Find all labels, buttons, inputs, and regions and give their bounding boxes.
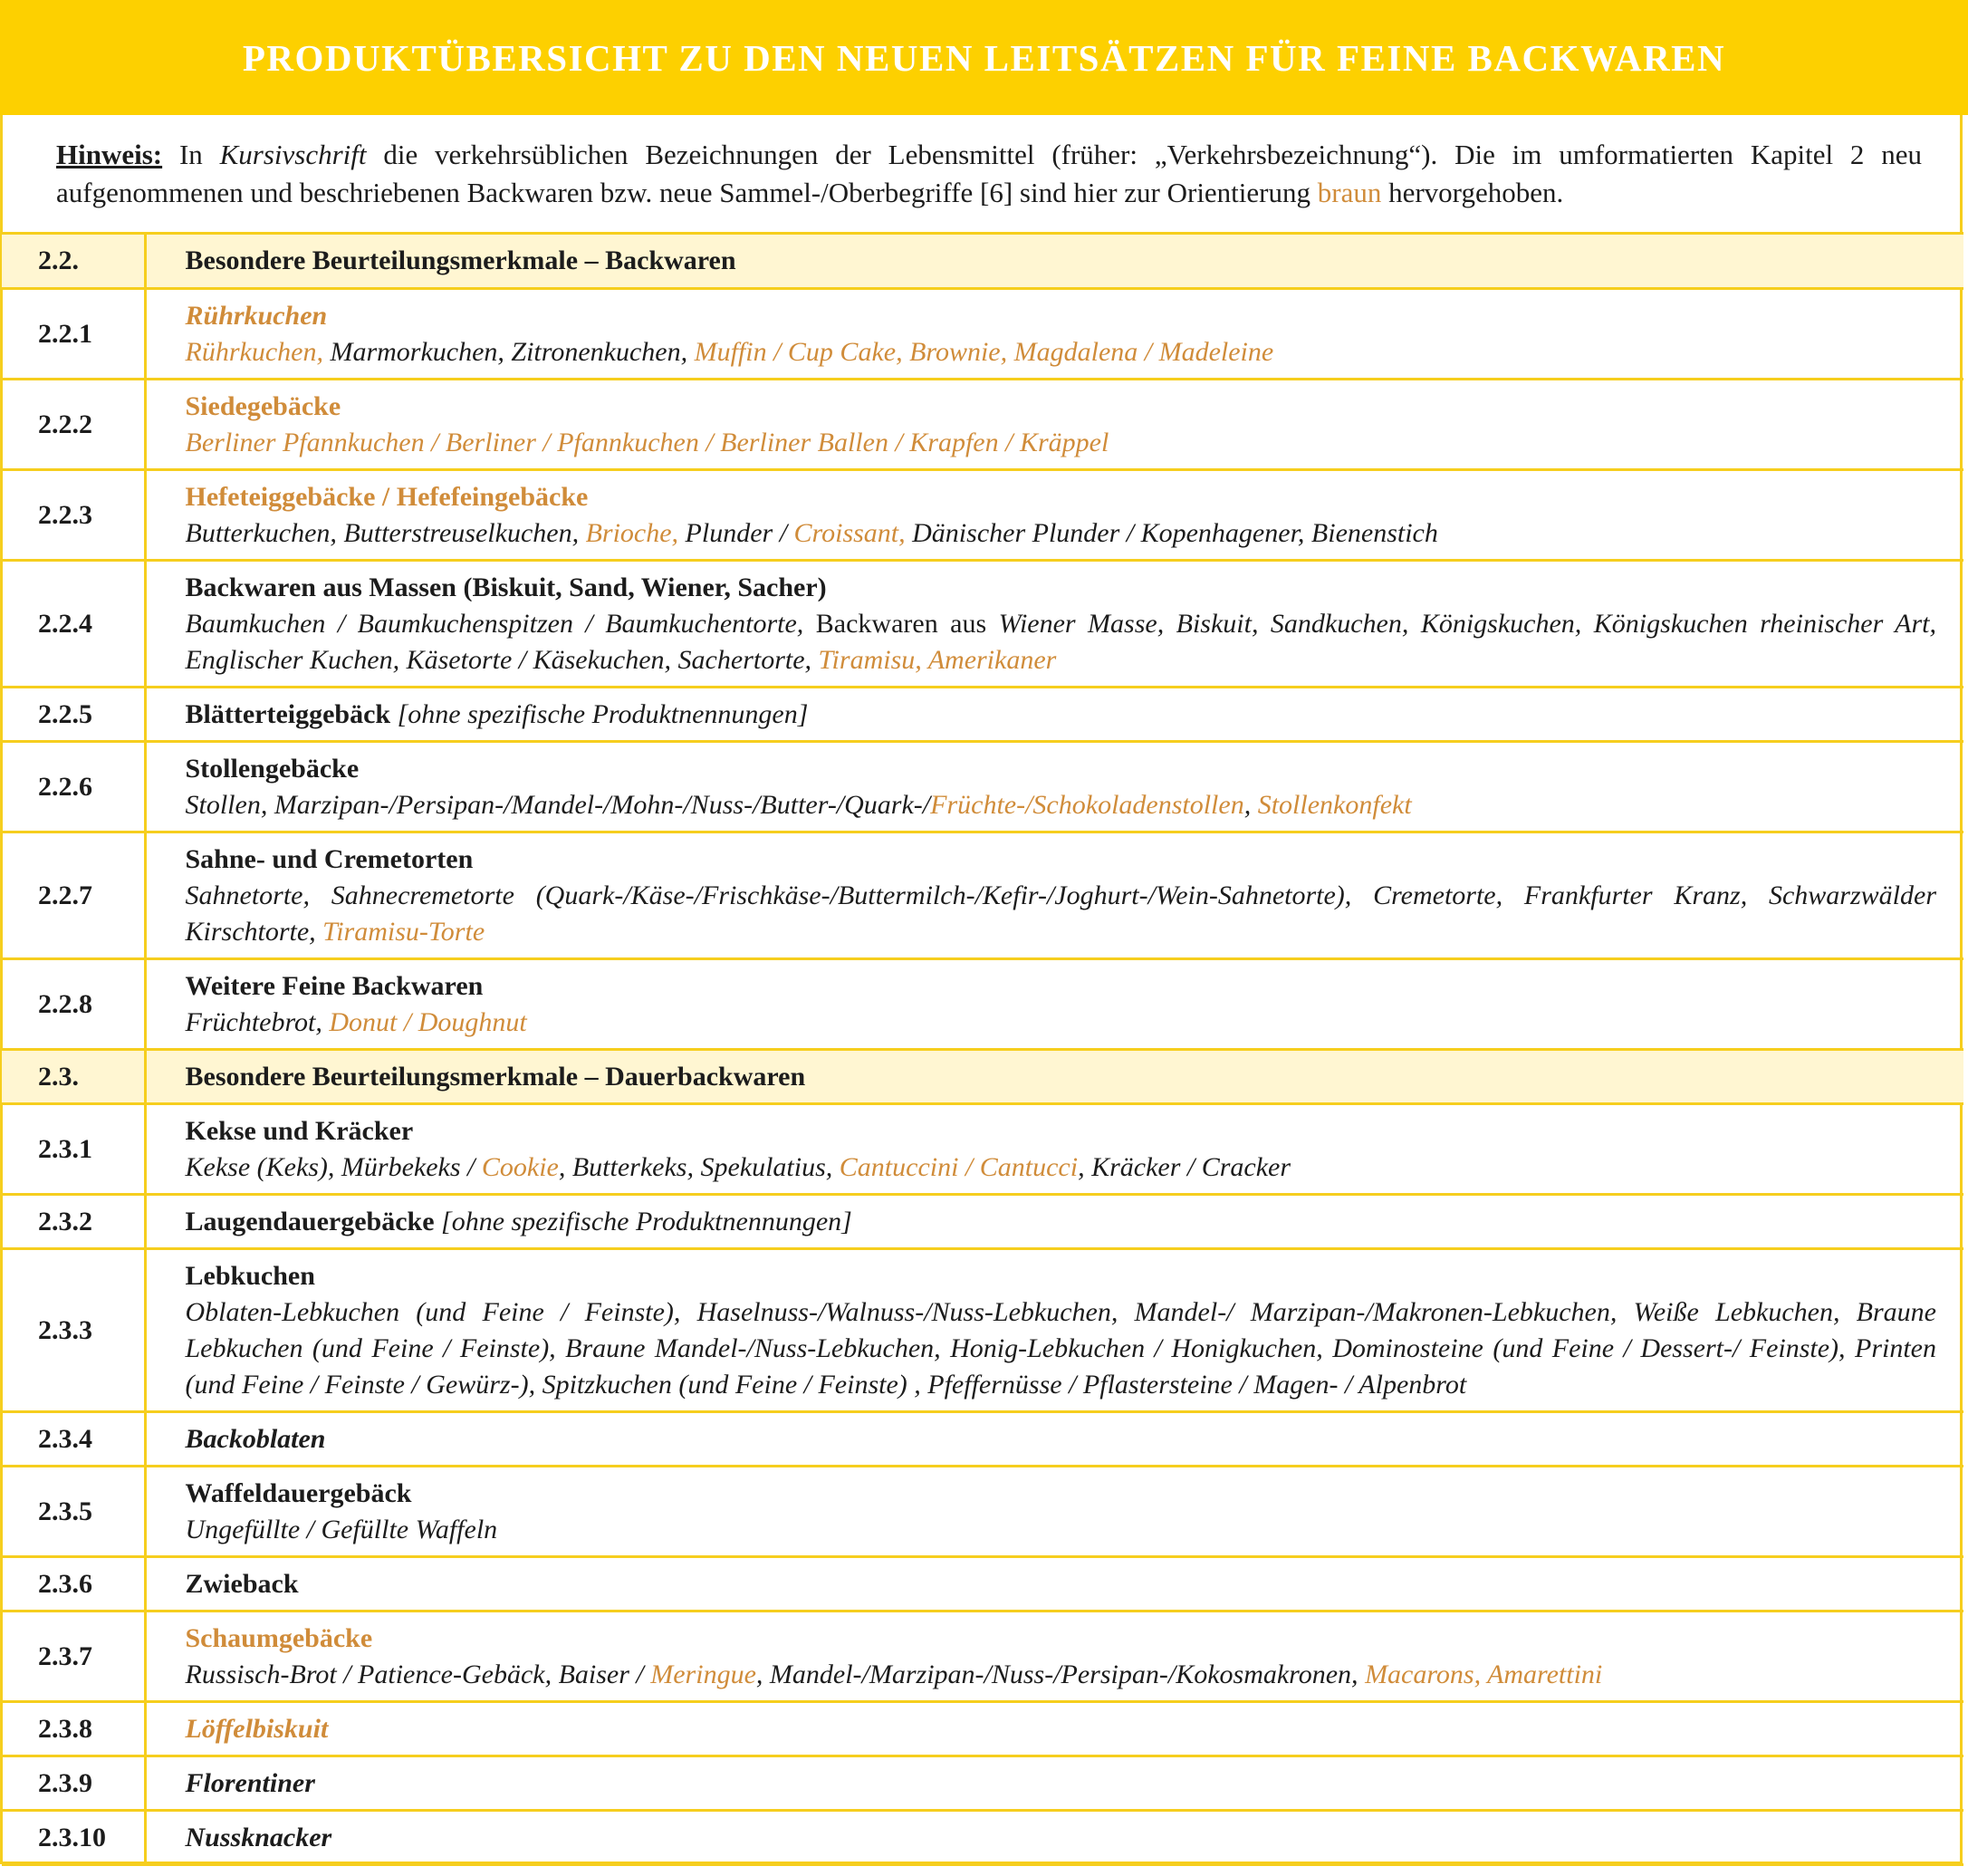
product-text: Croissant, xyxy=(793,517,906,548)
product-text: Rührkuchen, xyxy=(185,336,323,367)
row-content xyxy=(145,380,1963,470)
row-heading: Backoblaten xyxy=(185,1423,326,1454)
row-content xyxy=(145,1811,1963,1865)
product-table xyxy=(2,232,1963,1866)
product-text: , Kräcker / Cracker xyxy=(1078,1151,1291,1182)
product-text: Backwaren aus xyxy=(815,608,987,639)
product-text: Tiramisu, Amerikaner xyxy=(818,644,1057,675)
product-text: Dänischer Plunder / Kopenhagener, Bienenstich xyxy=(912,517,1438,548)
page-title: PRODUKTÜBERSICHT ZU DEN NEUEN LEITSÄTZEN FÜR FEINE BACKWAREN xyxy=(242,36,1726,79)
row-content xyxy=(145,1249,1963,1412)
note-label: Hinweis: xyxy=(56,139,163,170)
table-row xyxy=(2,1412,1963,1467)
table-row xyxy=(2,1756,1963,1811)
row-products xyxy=(186,334,1937,370)
product-text: Marmorkuchen, Zitronenkuchen, xyxy=(330,336,688,367)
row-content xyxy=(145,1412,1963,1467)
table-row xyxy=(2,1195,1963,1249)
row-content xyxy=(145,959,1963,1050)
table-row xyxy=(2,1104,1963,1195)
row-number: 2.2.4 xyxy=(2,561,145,688)
table-row xyxy=(2,470,1963,561)
row-content xyxy=(145,1557,1963,1611)
row-heading xyxy=(186,697,1937,733)
row-number: 2.3.10 xyxy=(2,1811,145,1865)
row-content xyxy=(145,470,1963,561)
product-text: Russisch-Brot / Patience-Gebäck, Baiser / xyxy=(185,1659,644,1689)
table-row xyxy=(2,688,1963,742)
row-number: 2.2. xyxy=(2,234,145,289)
row-number: 2.2.5 xyxy=(2,688,145,742)
table-row xyxy=(2,289,1963,380)
product-text: Stollenkonfekt xyxy=(1257,789,1412,820)
table-row xyxy=(2,380,1963,470)
row-products xyxy=(186,606,1937,678)
row-products: Oblaten-Lebkuchen (und Feine / Feinste), Haselnuss-/Walnuss-/Nuss-Lebkuchen, Mandel-/ Marzipan-/Makronen-Lebkuchen, Weiße Lebkuchen, Braune Lebkuchen (und Feine / Feinste), Braune Mandel-/Nuss-Lebkuchen, Honig-Lebkuchen / Honigkuchen, Dominosteine (und Feine / Dessert-/ Feinste), Printen (und Feine / Feinste / Gewürz-), Spitzkuchen (und Feine / Feinste) , Pfeffernüsse / Pflastersteine / Magen- / Alpenbrot xyxy=(185,1296,1936,1400)
section-row xyxy=(2,1050,1963,1104)
row-content xyxy=(145,289,1963,380)
row-content xyxy=(145,1104,1963,1195)
row-content xyxy=(145,1611,1963,1702)
table-row xyxy=(2,1467,1963,1557)
table-row xyxy=(2,832,1963,959)
row-content xyxy=(145,1756,1963,1811)
product-text: Butterkuchen, Butterstreuselkuchen, xyxy=(185,517,580,548)
row-heading: Waffeldauergebäck xyxy=(185,1477,412,1508)
row-number: 2.2.6 xyxy=(2,742,145,832)
row-heading: Besondere Beurteilungsmerkmale – Backwaren xyxy=(185,245,736,275)
row-heading: Hefeteiggebäcke / Hefefeingebäcke xyxy=(185,481,589,512)
row-content xyxy=(145,688,1963,742)
note-text-2: die verkehrsüblichen Bezeichnungen der Lebensmittel (früher: „Verkehrsbezeichnung“). Die im umformatierten Kapitel 2 neu aufgenommenen und beschriebenen Backwaren bzw. neue Sammel-/Oberbegriffe [6] sind hier zur Orientierung xyxy=(56,139,1922,208)
product-text: Cookie xyxy=(481,1151,559,1182)
product-text: Baumkuchen / Baumkuchenspitzen / Baumkuchentorte, xyxy=(185,608,804,639)
product-text: Donut / Doughnut xyxy=(329,1006,527,1037)
row-heading: Nussknacker xyxy=(185,1822,332,1852)
row-heading: Löffelbiskuit xyxy=(185,1713,329,1744)
row-content xyxy=(145,234,1963,289)
row-number: 2.3.7 xyxy=(2,1611,145,1702)
product-text: Muffin / Cup Cake, Brownie, Magdalena / Madeleine xyxy=(694,336,1274,367)
row-number: 2.2.2 xyxy=(2,380,145,470)
row-heading: Sahne- und Cremetorten xyxy=(185,843,474,874)
row-number: 2.3.9 xyxy=(2,1756,145,1811)
product-text: Sahnetorte, Sahnecremetorte (Quark-/Käse-/Frischkäse-/Buttermilch-/Kefir-/Joghurt-/Wein-Sahnetorte), Cremetorte, Frankfurter Kranz, Schwarzwälder Kirschtorte, xyxy=(185,880,1936,947)
row-heading: Florentiner xyxy=(185,1767,315,1798)
row-content xyxy=(145,1195,1963,1249)
section-row xyxy=(2,234,1963,289)
product-text: Meringue xyxy=(650,1659,756,1689)
row-heading: Siedegebäcke xyxy=(185,390,341,421)
row-heading: Lebkuchen xyxy=(185,1260,315,1291)
row-number: 2.3.8 xyxy=(2,1702,145,1756)
row-products xyxy=(186,1150,1937,1186)
row-content xyxy=(145,1050,1963,1104)
note-paragraph xyxy=(56,136,1922,212)
row-number: 2.2.8 xyxy=(2,959,145,1050)
note-text-italic: Kursivschrift xyxy=(219,139,367,170)
product-text: Brioche, xyxy=(585,517,679,548)
product-text: Macarons, Amarettini xyxy=(1365,1659,1603,1689)
product-text: , Mandel-/Marzipan-/Nuss-/Persipan-/Kokosmakronen, xyxy=(755,1659,1358,1689)
row-number: 2.2.1 xyxy=(2,289,145,380)
row-heading: Besondere Beurteilungsmerkmale – Dauerbackwaren xyxy=(185,1061,806,1092)
row-products xyxy=(186,425,1937,461)
table-row xyxy=(2,1557,1963,1611)
row-heading: Stollengebäcke xyxy=(185,753,360,784)
row-products xyxy=(186,515,1937,552)
product-text: Cantuccini / Cantucci xyxy=(839,1151,1079,1182)
row-products xyxy=(186,878,1937,950)
product-text: Früchtebrot, xyxy=(185,1006,322,1037)
row-content xyxy=(145,742,1963,832)
table-row xyxy=(2,1811,1963,1865)
row-products: Ungefüllte / Gefüllte Waffeln xyxy=(185,1514,498,1544)
row-heading-text: Laugendauergebäcke xyxy=(185,1206,435,1236)
row-number: 2.3.6 xyxy=(2,1557,145,1611)
row-note: [ohne spezifische Produktnennungen] xyxy=(441,1206,852,1236)
row-products xyxy=(186,787,1937,823)
product-text: , xyxy=(1243,789,1252,820)
row-heading: Weitere Feine Backwaren xyxy=(185,970,484,1001)
table-row xyxy=(2,1249,1963,1412)
table-row xyxy=(2,959,1963,1050)
row-heading: Kekse und Kräcker xyxy=(185,1115,414,1146)
row-number: 2.3.3 xyxy=(2,1249,145,1412)
product-text: Plunder / xyxy=(685,517,788,548)
table-row xyxy=(2,1702,1963,1756)
row-products xyxy=(186,1657,1937,1693)
note-text-3: hervorgehoben. xyxy=(1388,177,1564,208)
row-number: 2.3. xyxy=(2,1050,145,1104)
row-number: 2.3.1 xyxy=(2,1104,145,1195)
product-text: Tiramisu-Torte xyxy=(322,916,485,947)
row-number: 2.3.4 xyxy=(2,1412,145,1467)
row-heading-text: Blätterteiggebäck xyxy=(185,698,391,729)
row-note: [ohne spezifische Produktnennungen] xyxy=(397,698,809,729)
row-number: 2.2.7 xyxy=(2,832,145,959)
row-heading: Rührkuchen xyxy=(185,300,328,331)
product-text: , Butterkeks, Spekulatius, xyxy=(558,1151,833,1182)
note-text-1: In xyxy=(178,139,203,170)
product-text: Wiener Masse, Biskuit, Sandkuchen, Königskuchen, Königskuchen rheinischer Art, Englischer Kuchen, Käsetorte / Käsekuchen, Sachertorte, xyxy=(185,608,1937,675)
product-text: Kekse (Keks), Mürbekeks / xyxy=(185,1151,475,1182)
row-content xyxy=(145,1467,1963,1557)
product-text: Berliner Pfannkuchen / Berliner / Pfannkuchen / Berliner Ballen / Krapfen / Kräppel xyxy=(185,427,1109,457)
row-number: 2.3.5 xyxy=(2,1467,145,1557)
table-row xyxy=(2,742,1963,832)
row-heading: Schaumgebäcke xyxy=(185,1622,373,1653)
table-row xyxy=(2,1611,1963,1702)
table-row xyxy=(2,561,1963,688)
row-content xyxy=(145,832,1963,959)
product-text: Stollen, Marzipan-/Persipan-/Mandel-/Mohn-/Nuss-/Butter-/Quark-/ xyxy=(185,789,931,820)
note-text-brown: braun xyxy=(1317,177,1382,208)
row-number: 2.2.3 xyxy=(2,470,145,561)
row-heading xyxy=(186,1204,1937,1240)
row-heading: Backwaren aus Massen (Biskuit, Sand, Wiener, Sacher) xyxy=(185,572,827,602)
row-content xyxy=(145,1702,1963,1756)
product-text: Früchte-/Schokoladenstollen xyxy=(930,789,1244,820)
row-heading: Zwieback xyxy=(185,1568,299,1599)
row-number: 2.3.2 xyxy=(2,1195,145,1249)
row-products xyxy=(186,1005,1937,1041)
row-content xyxy=(145,561,1963,688)
title-bar xyxy=(0,0,1968,115)
